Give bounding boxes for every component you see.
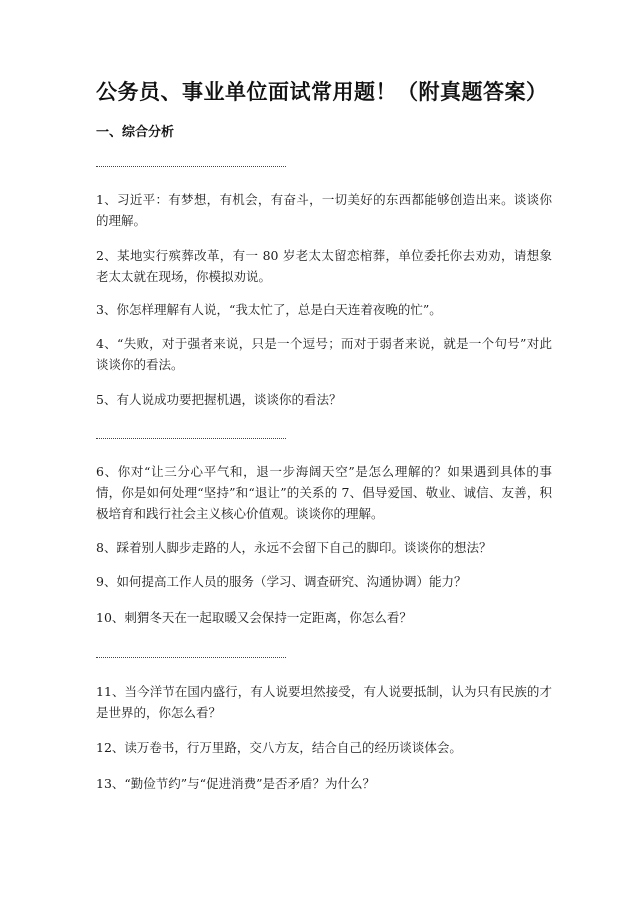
question-6: 6、你对“让三分心平气和，退一步海阔天空”是怎么理解的？如果遇到具体的事情，你是如何处理“坚持”和“退让”的关系的 7、倡导爱国、敬业、诚信、友善，积极培育和践行社会主义核心价值观。谈谈你的理解。 — [96, 464, 552, 521]
question-4: 4、“失败，对于强者来说，只是一个逗号；而对于弱者来说，就是一个句号”对此谈谈你的看法。 — [96, 336, 552, 372]
dotted-separator — [96, 438, 286, 439]
page-title: 公务员、事业单位面试常用题！（附真题答案） — [96, 80, 548, 104]
dotted-separator — [96, 166, 286, 167]
dotted-separator — [96, 657, 286, 658]
question-9: 9、如何提高工作人员的服务（学习、调查研究、沟通协调）能力？ — [96, 574, 467, 589]
question-1: 1、习近平：有梦想，有机会，有奋斗，一切美好的东西都能够创造出来。谈谈你的理解。 — [96, 192, 552, 228]
question-8: 8、踩着别人脚步走路的人，永远不会留下自己的脚印。谈谈你的想法？ — [96, 540, 492, 555]
question-3: 3、你怎样理解有人说，“我太忙了，总是白天连着夜晚的忙”。 — [96, 302, 442, 317]
question-11: 11、当今洋节在国内盛行，有人说要坦然接受，有人说要抵制，认为只有民族的才是世界的，你怎么看？ — [96, 684, 552, 720]
question-10: 10、刺猬冬天在一起取暖又会保持一定距离，你怎么看？ — [96, 610, 412, 625]
question-12: 12、读万卷书，行万里路，交八方友，结合自己的经历谈谈体会。 — [96, 740, 462, 755]
question-2: 2、某地实行殡葬改革，有一 80 岁老太太留恋棺葬，单位委托你去劝劝，请想象老太太就在现场，你模拟劝说。 — [96, 248, 552, 284]
question-13: 13、“勤俭节约”与“促进消费”是否矛盾？为什么？ — [96, 776, 375, 791]
section-heading: 一、综合分析 — [96, 125, 175, 140]
question-5: 5、有人说成功要把握机遇，谈谈你的看法？ — [96, 392, 342, 407]
